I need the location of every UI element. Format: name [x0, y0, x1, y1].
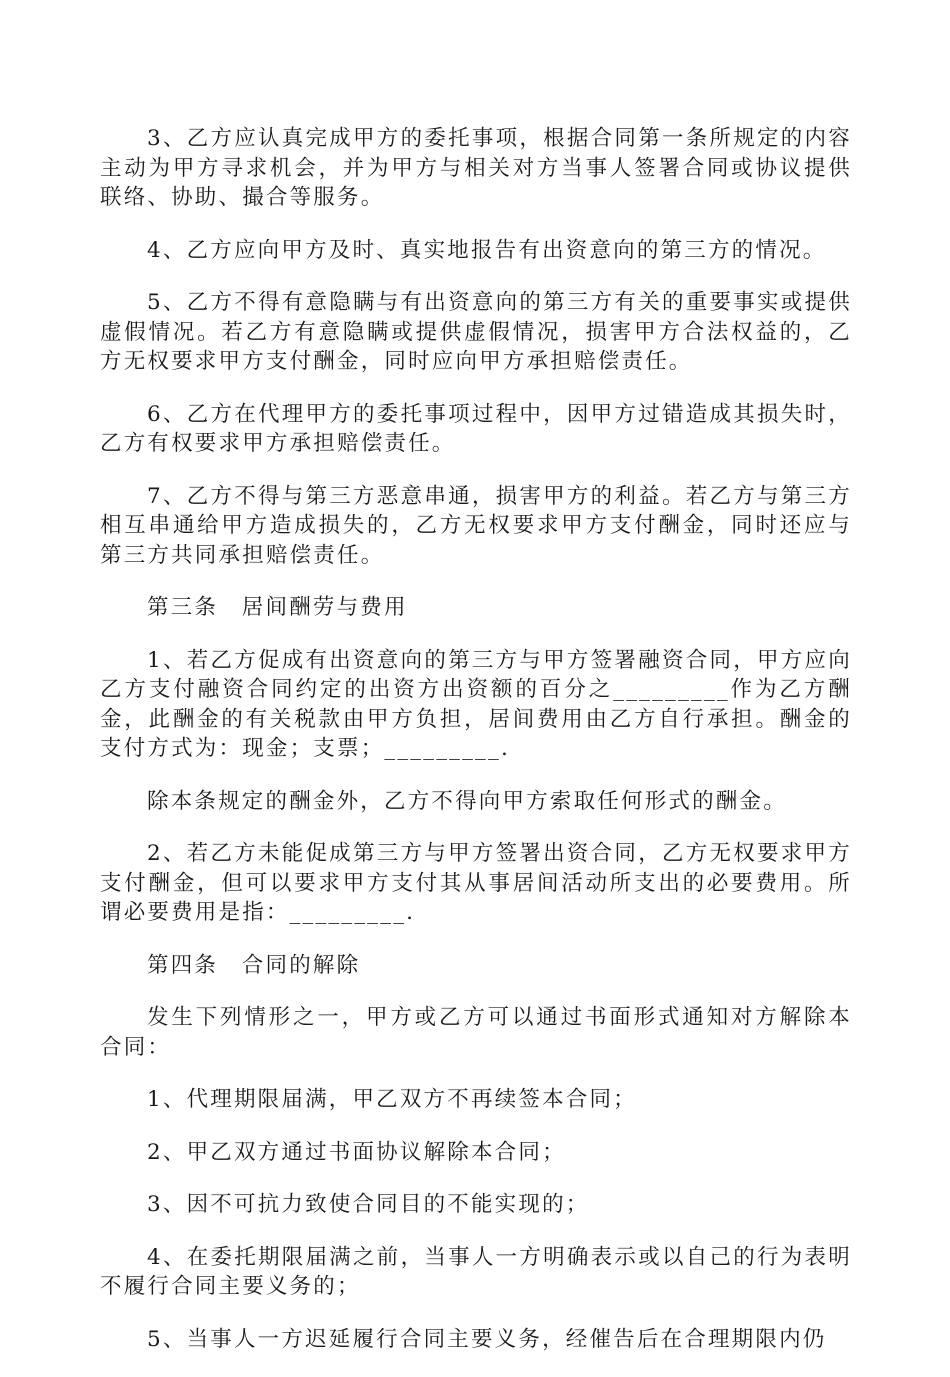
section-heading: 第三条 居间酬劳与费用 — [147, 595, 408, 620]
clause-paragraph: 5、当事人一方迟延履行合同主要义务，经催告后在合理期限内仍 — [147, 1326, 827, 1352]
clause-paragraph: 3、因不可抗力致使合同目的不能实现的； — [147, 1192, 590, 1217]
clause-paragraph: 7、乙方不得与第三方恶意串通，损害甲方的利益。若乙方与第三方相互串通给甲方造成损失的，乙方无权要求甲方支付酬金，同时还应与第三方共同承担赔偿责任。 — [100, 483, 852, 568]
clause-paragraph: 3、乙方应认真完成甲方的委托事项，根据合同第一条所规定的内容主动为甲方寻求机会，并为甲方与相关对方当事人签署合同或协议提供联络、协助、撮合等服务。 — [100, 126, 852, 210]
clause-paragraph: 4、乙方应向甲方及时、真实地报告有出资意向的第三方的情况。 — [147, 237, 827, 263]
clause-paragraph: 5、乙方不得有意隐瞒与有出资意向的第三方有关的重要事实或提供虚假情况。若乙方有意隐瞒或提供虚假情况，损害甲方合法权益的，乙方无权要求甲方支付酬金，同时应向甲方承担赔偿责任。 — [100, 290, 852, 374]
clause-paragraph: 4、在委托期限届满之前，当事人一方明确表示或以自己的行为表明不履行合同主要义务的； — [100, 1244, 852, 1299]
clause-paragraph: 发生下列情形之一，甲方或乙方可以通过书面形式通知对方解除本合同： — [100, 1005, 852, 1060]
clause-paragraph: 除本条规定的酬金外，乙方不得向甲方索取任何形式的酬金。 — [147, 788, 787, 814]
document-body — [100, 124, 852, 1377]
clause-paragraph: 1、代理期限届满，甲乙双方不再续签本合同； — [147, 1087, 637, 1112]
section-heading: 第四条 合同的解除 — [147, 952, 361, 978]
clause-paragraph: 2、若乙方未能促成第三方与甲方签署出资合同，乙方无权要求甲方支付酬金，但可以要求甲方支付其从事居间活动所支出的必要费用。所谓必要费用是指：_________. — [100, 841, 852, 925]
clause-paragraph: 6、乙方在代理甲方的委托事项过程中，因甲方过错造成其损失时，乙方有权要求甲方承担赔偿责任。 — [100, 401, 852, 456]
clause-paragraph: 2、甲乙双方通过书面协议解除本合同； — [147, 1139, 566, 1165]
clause-paragraph: 1、若乙方促成有出资意向的第三方与甲方签署融资合同，甲方应向乙方支付融资合同约定的出资方出资额的百分之_________作为乙方酬金，此酬金的有关税款由甲方负担，居间费用由乙方自行承担。酬金的支付方式为：现金；支票；_________. — [100, 647, 852, 761]
